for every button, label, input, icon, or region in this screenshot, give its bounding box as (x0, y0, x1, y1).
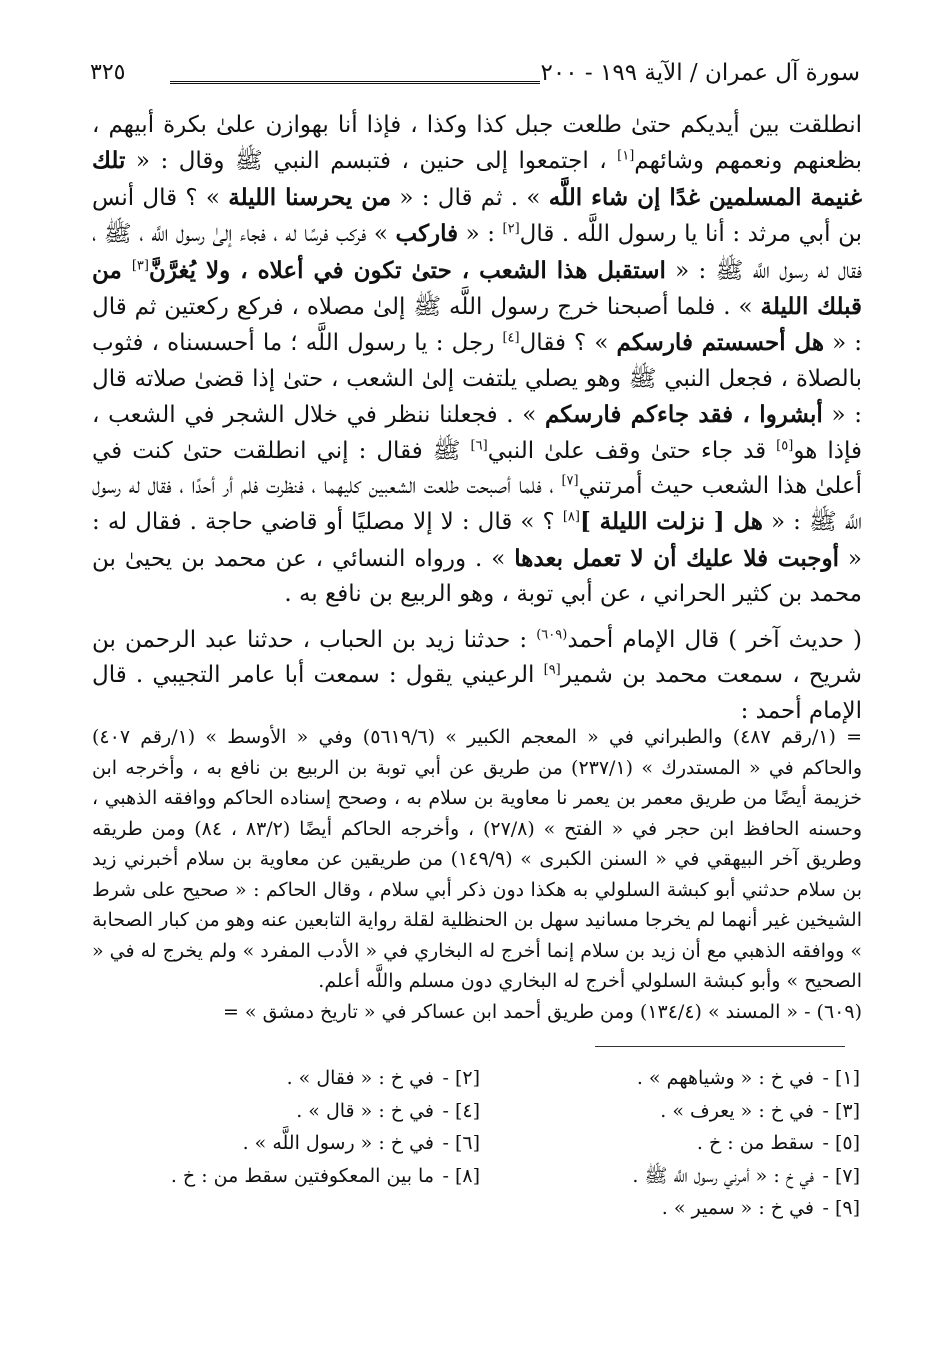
text-run: » . فجعلنا ننظر في خلال الشجر في الشعب ، فإذا هو (92, 402, 862, 464)
variant-text: في خ : « أمرني رسول اللَّه ﷺ . (632, 1164, 814, 1187)
variant-number: [٣] - (822, 1099, 860, 1122)
text-run: ، اجتمعوا إلى حنين ، فتبسم النبي ﷺ وقال : « (125, 148, 618, 175)
text-run: » ؟ فقال (519, 330, 617, 357)
variant-number: [٩] - (822, 1197, 860, 1219)
prophet-speech: أبشروا ، فقد جاءكم فارسكم (545, 401, 823, 429)
variant-text: في خ : « فقال » . (286, 1067, 434, 1089)
variant-text: في خ : « يعرف » . (660, 1099, 814, 1122)
variant-ref: [٢] (502, 221, 520, 237)
variant-ref: [٨] (562, 509, 580, 525)
variant-text: ما بين المعكوفتين سقط من : خ . (170, 1164, 434, 1187)
variants-right-column (480, 1062, 860, 1225)
hadith-paragraph (92, 108, 862, 613)
prophet-speech: أوجبت فلا عليك أن لا تعمل بعدها (514, 544, 839, 572)
footnote-609: (٦٠٩) - « المسند » (١٣٤/٤) ومن طريق أحمد ابن عساكر في « تاريخ دمشق » = (222, 1000, 862, 1023)
variant-text: في خ : « رسول اللَّه » . (242, 1132, 434, 1154)
main-text (92, 108, 862, 729)
footnote-ref: (٦٠٩) (536, 627, 568, 643)
variant-note (480, 1160, 860, 1193)
text-run: ، فلما أصبحت طلعت الشعبين كليهما ، فنظرت فلم أر أحدًا ، فقال له رسول اللَّه ﷺ : « (92, 473, 862, 536)
variant-note (100, 1095, 480, 1128)
page-header (90, 60, 860, 100)
variant-number: [١] - (822, 1067, 860, 1089)
variant-note (100, 1127, 480, 1160)
page-number: ٣٢٥ (90, 60, 126, 85)
variant-ref: [٦] (470, 438, 488, 453)
text-run: » . ثم قال : « (391, 184, 549, 211)
variant-note (480, 1095, 860, 1128)
prophet-speech: استقبل هذا الشعب ، حتىٰ تكون في أعلاه ، ولا يُغرَّنَّ (148, 256, 666, 284)
variant-ref: [٩] (543, 662, 561, 678)
variant-ref: [٥] (776, 438, 794, 453)
variant-number: [٥] - (822, 1132, 860, 1154)
text-run: انطلقت بين أيديكم حتىٰ طلعت جبل كذا وكذا ، فإذا أنا بهوازن علىٰ بكرة أبيهم ، بظعنهم ونعمهم وشائهم (92, 112, 863, 175)
text-run: ﷺ فقال : إني انطلقت حتىٰ كنت في أعلىٰ هذا الشعب حيث أمرتني (92, 437, 862, 500)
text-run: » ؟ قال أنس بن أبي مرثد : أنا يا رسول اللَّه . قال (92, 184, 862, 248)
variant-number: [٦] - (442, 1132, 480, 1154)
variant-number: [٨] - (442, 1164, 480, 1187)
prophet-speech: فاركب (395, 220, 459, 248)
variant-text: في خ : « وشياههم » . (636, 1067, 814, 1089)
text-run: » فركب فرسًا له ، فجاء إلىٰ رسول اللَّه ، ﷺ ، فقال له رسول اللَّه ﷺ : « (92, 221, 862, 284)
prophet-speech: هل [ نزلت الليلة ] (579, 508, 763, 536)
variant-text: في خ : « سمير » . (661, 1197, 814, 1219)
prophet-speech: من قبلك الليلة (92, 256, 862, 321)
variant-number: [٧] - (822, 1164, 860, 1187)
text-run: » . فلما أصبحنا خرج رسول اللَّه ﷺ إلىٰ مصلاه ، فركع ركعتين ثم قال : « (92, 294, 863, 357)
variant-note (480, 1192, 860, 1225)
hadith-paragraph-2 (92, 623, 862, 729)
variant-number: [٢] - (442, 1067, 480, 1089)
text-run: قد جاء حتىٰ وقف علىٰ النبي (487, 437, 777, 464)
footnote-separator (595, 1046, 845, 1047)
text-run: » . ورواه النسائي ، عن محمد بن يحيىٰ بن محمد بن كثير الحراني ، عن أبي توبة ، وهو الربيع بن نافع به . (92, 545, 862, 608)
text-run: ؟ » قال : لا إلا مصليًا أو قاضي حاجة . فقال له : « (92, 509, 863, 572)
text-run: ( حديث آخر ) قال الإمام أحمد (567, 626, 862, 653)
variant-ref: [٧] (561, 473, 579, 489)
variant-ref: [٤] (502, 330, 520, 346)
prophet-speech: هل أحسستم فارسكم (616, 329, 824, 357)
prophet-speech: تلك غنيمة المسلمين غدًا إن شاء اللَّه (92, 147, 862, 211)
header-rule (170, 81, 540, 84)
variant-note (480, 1062, 860, 1095)
variants-left-column (100, 1062, 480, 1192)
variant-ref: [٣] (131, 257, 149, 273)
running-title: سورة آل عمران / الآية ١٩٩ - ٢٠٠ (540, 60, 860, 86)
takhrij-footnotes (92, 722, 862, 1027)
variant-note (100, 1160, 480, 1193)
variant-note (480, 1127, 860, 1160)
variant-ref: [١] (617, 148, 635, 164)
text-run: : حدثنا زيد بن الحباب ، حدثنا عبد الرحمن بن شريح ، سمعت محمد بن شمير (92, 626, 863, 689)
variant-number: [٤] - (442, 1099, 480, 1122)
prophet-speech: من يحرسنا الليلة (228, 183, 392, 211)
text-run: الرعيني يقول : سمعت أبا عامر التجيبي . قال الإمام أحمد : (92, 662, 862, 724)
text-run: : « (458, 221, 503, 248)
variant-text: سقط من : خ . (696, 1132, 814, 1154)
variant-text: في خ : « قال » . (296, 1099, 434, 1122)
variant-note (100, 1062, 480, 1095)
text-run: رجل : يا رسول اللَّه ؛ ما أحسسناه ، فثوب بالصلاة ، فجعل النبي ﷺ وهو يصلي يلتفت إلىٰ الشعب ، حتىٰ إذا قضىٰ صلاته قال : « (92, 330, 862, 429)
footnote-continuation: = (١/رقم ٤٨٧) والطبراني في « المعجم الكبير » (٥٦١٩/٦) وفي « الأوسط » (١/رقم ٤٠٧) والحاكم في « المستدرك » (٢٣٧/١) من طريق عن أبي توبة بن الربيع بن نافع به ، وأخرجه ابن خزيمة أيضًا من طريق معمر بن يعمر نا معاوية بن سلام به ، وصحح إسناده الحاكم ووافقه الذهبي ، وحسنه الحافظ ابن حجر في « الفتح » (٢٧/٨) ، وأخرجه الحاكم أيضًا (٨٣/٢ ، ٨٤) ومن طريقه وطريق آخر البيهقي في « السنن الكبرى » (١٤٩/٩) من طريقين عن معاوية بن سلام أخبرني زيد بن سلام حدثني أبو كبشة السلولي به هكذا دون ذكر أبي سلام ، وقال الحاكم : « صحيح على شرط الشيخين غير أنهما لم يخرجا مسانيد سهل بن الحنظلية لقلة رواية التابعين عنه وهو من كبار الصحابة » ووافقه الذهبي مع أن زيد بن سلام إنما أخرج له البخاري في « الأدب المفرد » ولم يخرج له في « الصحيح » وأبو كبشة السلولي أخرج له البخاري دون مسلم واللَّه أعلم. (92, 726, 863, 992)
